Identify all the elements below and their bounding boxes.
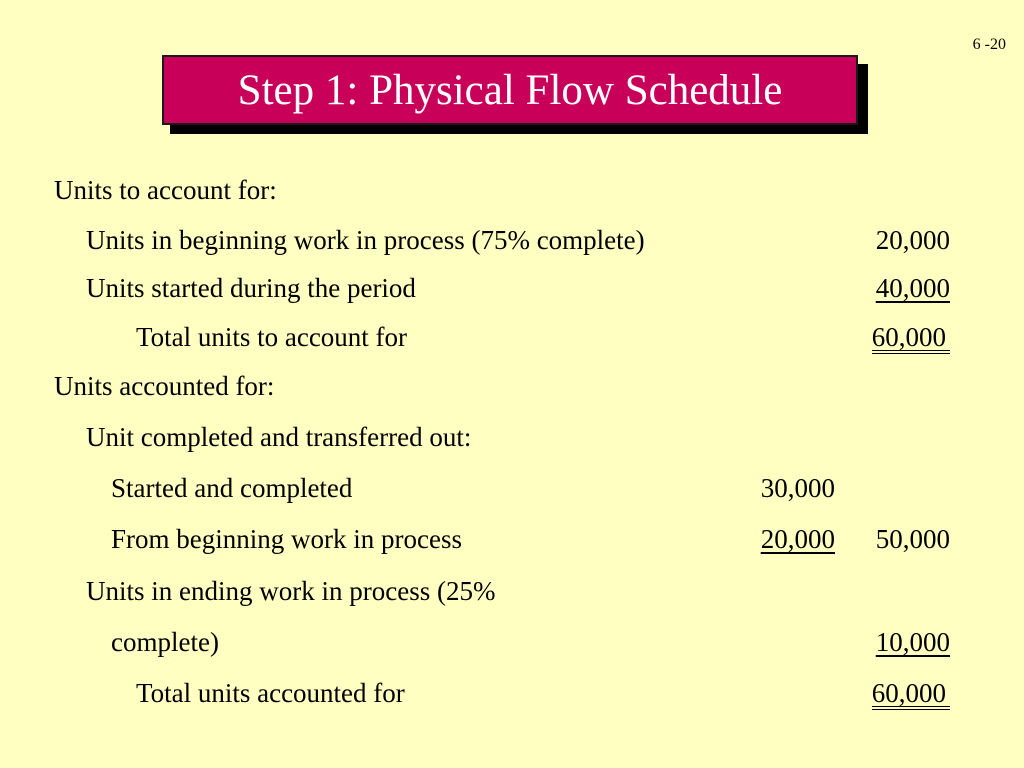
slide-number: 6 -20 <box>972 36 1006 53</box>
completed-transferred-header: Unit completed and transferred out: <box>86 422 472 452</box>
total-to-account-value-cell <box>853 321 950 354</box>
ending-wip-value: 10,000 <box>875 627 950 657</box>
beginning-wip-value: 20,000 <box>875 225 950 255</box>
from-beginning-wip-value: 20,000 <box>760 524 835 554</box>
from-beginning-wip-label: From beginning work in process <box>111 524 462 554</box>
beginning-wip-label: Units in beginning work in process (75% complete) <box>86 225 645 255</box>
started-completed-value: 30,000 <box>760 473 835 503</box>
total-to-account-value: 60,000 <box>872 324 950 354</box>
slide-title-box <box>162 55 858 125</box>
ending-wip-label-line1: Units in ending work in process (25% <box>86 576 496 606</box>
total-to-account-label: Total units to account for <box>136 322 408 352</box>
ending-wip-label-line2: complete) <box>111 627 219 657</box>
units-started-label: Units started during the period <box>86 273 416 303</box>
units-to-account-header: Units to account for: <box>54 175 277 205</box>
started-completed-label: Started and completed <box>111 473 353 503</box>
units-accounted-header: Units accounted for: <box>54 371 275 401</box>
total-accounted-label: Total units accounted for <box>136 678 405 708</box>
total-accounted-value-cell <box>853 677 950 710</box>
total-accounted-value: 60,000 <box>872 680 950 710</box>
units-started-value: 40,000 <box>875 273 950 303</box>
slide-title: Step 1: Physical Flow Schedule <box>237 66 783 114</box>
completed-total-value: 50,000 <box>875 524 950 554</box>
